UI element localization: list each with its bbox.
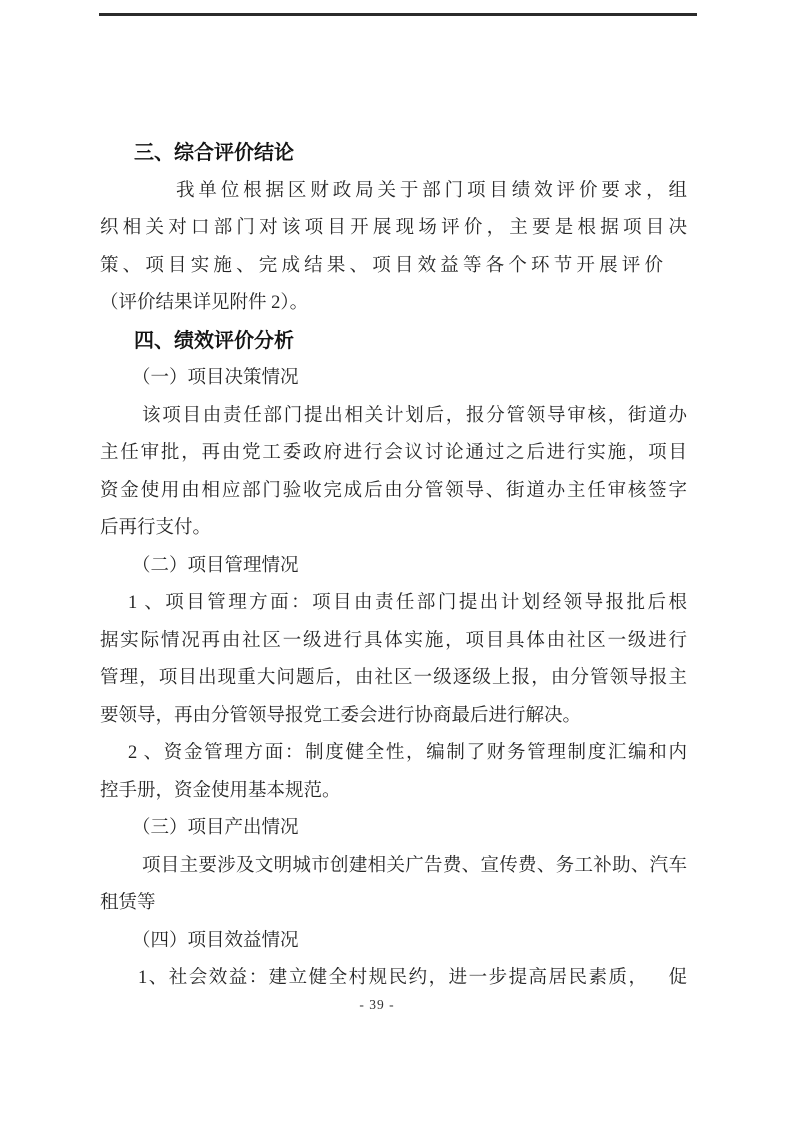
text-line: （二）项目管理情况 [132, 555, 299, 576]
text-line: 资金使用由相应部门验收完成后由分管领导、街道办主任审核签字 [100, 480, 687, 501]
text-line: （评价结果详见附件 2）。 [100, 293, 309, 313]
header-rule [99, 13, 697, 16]
text-line: 后再行支付。 [100, 518, 212, 538]
document-body [100, 135, 687, 998]
page-number: - 39 - [359, 997, 395, 1012]
text-line: 我单位根据区财政局关于部门项目绩效评价要求，组 [176, 180, 687, 201]
text-line: （四）项目效益情况 [132, 930, 299, 951]
text-line: 项目主要涉及文明城市创建相关广告费、宣传费、务工补助、汽车 [142, 855, 687, 876]
text-line: 该项目由责任部门提出相关计划后，报分管领导审核，街道办 [142, 405, 687, 426]
text-line: 要领导，再由分管领导报党工委会进行协商最后进行解决。 [100, 705, 582, 726]
text-line: 2 、资金管理方面：制度健全性，编制了财务管理制度汇编和内 [128, 743, 687, 763]
text-line: 控手册，资金使用基本规范。 [100, 780, 341, 801]
text-line: 据实际情况再由社区一级进行具体实施，项目具体由社区一级进行 [100, 630, 687, 651]
section-heading: 三、综合评价结论 [134, 142, 294, 164]
text-line: （三）项目产出情况 [132, 818, 299, 838]
text-line: 1、社会效益：建立健全村规民约，进一步提高居民素质， 促 [138, 968, 687, 988]
text-line: 织相关对口部门对该项目开展现场评价，主要是根据项目决 [100, 218, 687, 238]
text-line: 1 、项目管理方面：项目由责任部门提出计划经领导报批后根 [128, 593, 687, 613]
text-line: 策、项目实施、完成结果、项目效益等各个环节开展评价 [100, 255, 663, 276]
text-line: （一）项目决策情况 [132, 368, 299, 388]
text-line: 租赁等 [100, 893, 156, 913]
text-line: 管理，项目出现重大问题后，由社区一级逐级上报，由分管领导报主 [100, 668, 687, 688]
section-heading: 四、绩效评价分析 [134, 329, 294, 352]
text-line: 主任审批，再由党工委政府进行会议讨论通过之后进行实施，项目 [100, 443, 687, 463]
